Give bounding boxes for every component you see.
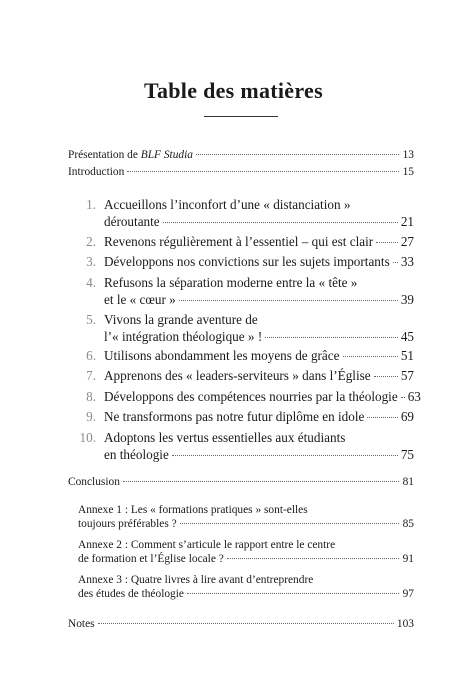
toc-entry-presentation[interactable] — [68, 148, 414, 162]
annexe-title-line: Annexe 2 : Comment s’articule le rapport entre le centre — [78, 539, 336, 551]
dot-leader — [127, 171, 399, 172]
chapter-title-line: Développons nos convictions sur les sujets importants — [104, 254, 390, 269]
chapter-number: 2. — [86, 234, 96, 249]
dot-leader — [374, 376, 398, 377]
page-number: 103 — [396, 618, 414, 630]
dot-leader — [163, 222, 398, 223]
page-number: 13 — [402, 149, 414, 161]
chapter-title-line: Utilisons abondamment les moyens de grâce — [104, 348, 340, 363]
page-number: 27 — [400, 234, 414, 249]
page-title: Table des matières — [144, 78, 323, 103]
dot-leader — [172, 455, 398, 456]
toc-chapter-7[interactable] — [68, 367, 414, 384]
toc-chapter-5[interactable] — [68, 311, 414, 345]
annexe-title-line: Annexe 1 : Les « formations pratiques » sont-elles — [78, 504, 308, 516]
toc-chapter-8[interactable] — [68, 388, 421, 405]
chapter-number: 1. — [86, 197, 96, 212]
page-number: 97 — [402, 588, 414, 600]
toc-entry-notes[interactable] — [68, 617, 414, 631]
toc-chapter-2[interactable] — [68, 233, 414, 250]
toc-entry-conclusion[interactable] — [68, 475, 414, 489]
page-number: 63 — [407, 389, 421, 404]
dot-leader — [187, 593, 399, 594]
chapter-number: 8. — [86, 389, 96, 404]
page-number: 69 — [400, 409, 414, 424]
toc-annexe-3[interactable] — [68, 573, 414, 601]
page-number: 75 — [400, 447, 414, 462]
dot-leader — [227, 558, 399, 559]
toc-chapter-3[interactable] — [68, 253, 414, 270]
chapter-title-line: Refusons la séparation moderne entre la « tête » — [104, 275, 358, 290]
annexe-title-line: de formation et l’Église locale ? — [78, 553, 224, 565]
page-number: 33 — [400, 254, 414, 269]
chapter-title-line: Apprenons des « leaders-serviteurs » dans l’Église — [104, 368, 371, 383]
chapter-title-line: Adoptons les vertus essentielles aux étudiants — [104, 430, 346, 445]
title-rule — [204, 116, 278, 117]
chapter-number: 9. — [86, 409, 96, 424]
chapter-title-line: l’« intégration théologique » ! — [104, 329, 263, 344]
chapter-title-line: en théologie — [104, 447, 169, 462]
dot-leader — [376, 242, 398, 243]
series-name: BLF Studia — [140, 149, 193, 161]
dot-leader — [367, 417, 397, 418]
annexe-title-line: toujours préférables ? — [78, 518, 177, 530]
toc-entry-text: Notes — [68, 618, 95, 630]
chapter-number: 5. — [86, 312, 96, 327]
toc-annexe-1[interactable] — [68, 503, 414, 531]
toc-chapter-4[interactable] — [68, 274, 414, 308]
dot-leader — [265, 337, 398, 338]
chapter-title-line: Ne transformons pas notre futur diplôme en idole — [104, 409, 365, 424]
dot-leader — [401, 397, 405, 398]
annexe-title-line: Annexe 3 : Quatre livres à lire avant d’entreprendre — [78, 574, 314, 586]
chapter-title-line: Développons des compétences nourries par la théologie — [104, 389, 398, 404]
toc-entry-text: Introduction — [68, 166, 125, 178]
page-number: 21 — [400, 214, 414, 229]
dot-leader — [180, 523, 399, 524]
chapter-number: 3. — [86, 254, 96, 269]
chapter-number: 6. — [86, 348, 96, 363]
toc-entry-text: Présentation de BLF Studia — [68, 149, 193, 161]
toc-chapter-6[interactable] — [68, 347, 414, 364]
dot-leader — [123, 481, 399, 482]
toc-chapter-9[interactable] — [68, 408, 414, 425]
chapter-title-line: Vivons la grande aventure de — [104, 312, 258, 327]
dot-leader — [98, 623, 394, 624]
chapter-number: 10. — [79, 430, 96, 445]
dot-leader — [196, 154, 399, 155]
page-number: 39 — [400, 292, 414, 307]
chapter-number: 7. — [86, 368, 96, 383]
toc-annexe-2[interactable] — [68, 538, 414, 566]
page-number: 81 — [402, 476, 414, 488]
dot-leader — [179, 300, 398, 301]
annexe-title-line: des études de théologie — [78, 588, 184, 600]
chapter-title-line: Accueillons l’inconfort d’une « distanciation » — [104, 197, 351, 212]
toc-chapter-10[interactable] — [68, 429, 414, 463]
dot-leader — [343, 356, 398, 357]
toc-chapter-1[interactable] — [68, 196, 414, 230]
page-number: 45 — [400, 329, 414, 344]
page-number: 57 — [400, 368, 414, 383]
page-number: 15 — [402, 166, 414, 178]
page-number: 51 — [400, 348, 414, 363]
toc-entry-introduction[interactable] — [68, 165, 414, 179]
chapter-title-line: et le « cœur » — [104, 292, 176, 307]
chapter-title-line: Revenons régulièrement à l’essentiel – qui est clair — [104, 234, 374, 249]
chapter-title-line: déroutante — [104, 214, 160, 229]
chapter-number: 4. — [86, 275, 96, 290]
dot-leader — [393, 262, 398, 263]
page-number: 91 — [402, 553, 414, 565]
toc-entry-text: Conclusion — [68, 476, 120, 488]
page-number: 85 — [402, 518, 414, 530]
